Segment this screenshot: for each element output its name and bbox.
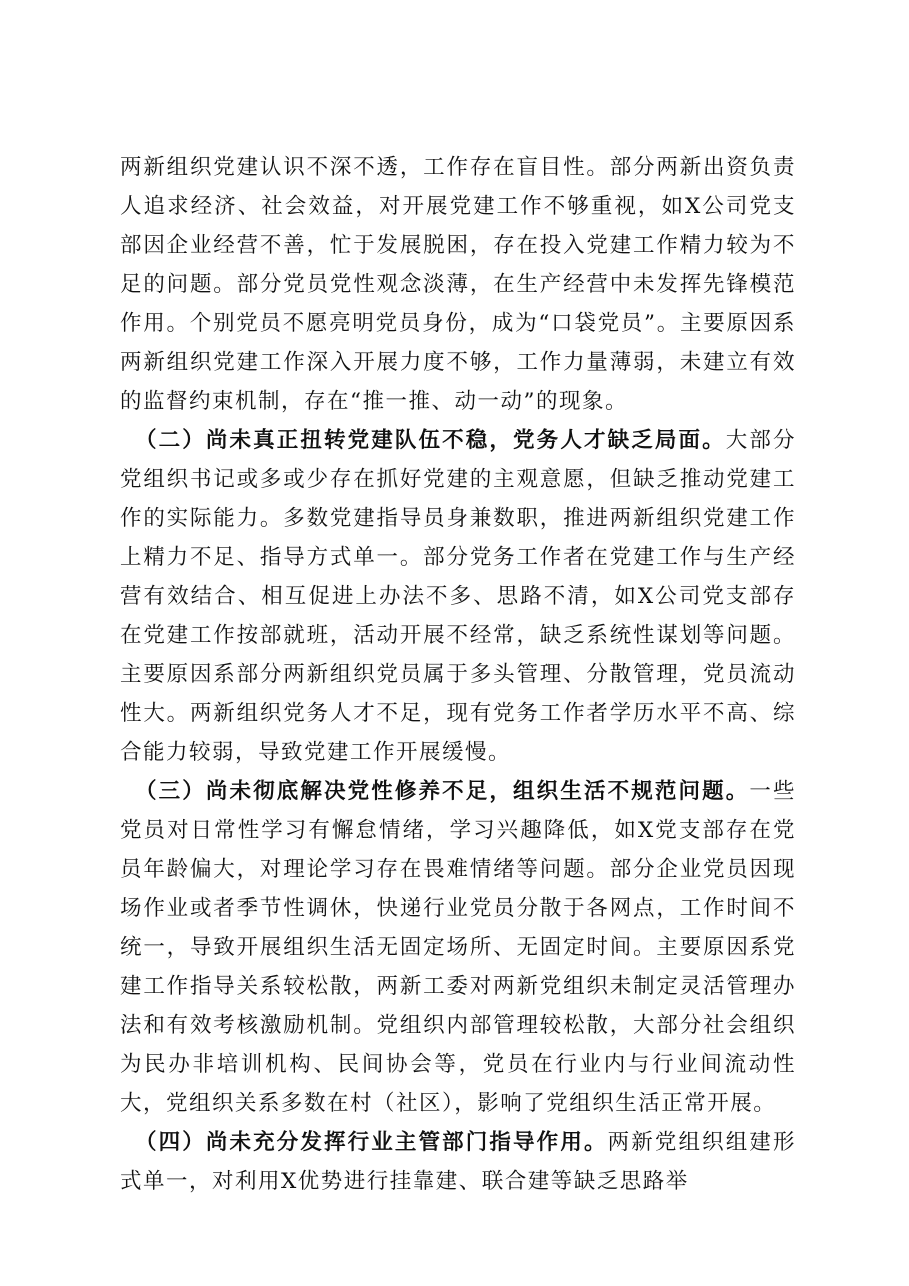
paragraph-1 <box>120 148 796 421</box>
paragraph-4-heading: （四）尚未充分发挥行业主管部门指导作用。 <box>135 1130 608 1155</box>
paragraph-1-text: 两新组织党建认识不深不透，工作存在盲目性。部分两新出资负责人追求经济、社会效益，对开展党建工作不够重视，如X公司党支部因企业经营不善，忙于发展脱困，存在投入党建工作精力较为不足的问题。部分党员党性观念淡薄，在生产经营中未发挥先锋模范作用。个别党员不愿亮明党员身份，成为“口袋党员”。主要原因系两新组织党建工作深入开展力度不够，工作力量薄弱，未建立有效的监督约束机制，存在“推一推、动一动”的现象。 <box>120 155 796 414</box>
paragraph-2-text: 大部分党组织书记或多或少存在抓好党建的主观意愿，但缺乏推动党建工作的实际能力。多数党建指导员身兼数职，推进两新组织党建工作上精力不足、指导方式单一。部分党务工作者在党建工作与生产经营有效结合、相互促进上办法不多、思路不清，如X公司党支部存在党建工作按部就班，活动开展不经常，缺乏系统性谋划等问题。主要原因系部分两新组织党员属于多头管理、分散管理，党员流动性大。两新组织党务人才不足，现有党务工作者学历水平不高、综合能力较弱，导致党建工作开展缓慢。 <box>120 428 796 765</box>
paragraph-4-text: 两新党组织组建形式单一，对利用X优势进行挂靠建、联合建等缺乏思路举 <box>120 1130 796 1194</box>
paragraph-2-heading: （二）尚未真正扭转党建队伍不稳，党务人才缺乏局面。 <box>135 428 726 453</box>
paragraph-3-heading: （三）尚未彻底解决党性修养不足，组织生活不规范问题。 <box>135 779 750 804</box>
document-body <box>120 148 796 1201</box>
paragraph-3-text: 一些党员对日常性学习有懈怠情绪，学习兴趣降低，如X党支部存在党员年龄偏大，对理论学习存在畏难情绪等问题。部分企业党员因现场作业或者季节性调休，快递行业党员分散于各网点，工作时间不统一，导致开展组织生活无固定场所、无固定时间。主要原因系党建工作指导关系较松散，两新工委对两新党组织未制定灵活管理办法和有效考核激励机制。党组织内部管理较松散，大部分社会组织为民办非培训机构、民间协会等，党员在行业内与行业间流动性大，党组织关系多数在村（社区），影响了党组织生活正常开展。 <box>120 779 796 1116</box>
paragraph-3 <box>120 772 796 1123</box>
paragraph-2 <box>120 421 796 772</box>
paragraph-4 <box>120 1123 796 1201</box>
